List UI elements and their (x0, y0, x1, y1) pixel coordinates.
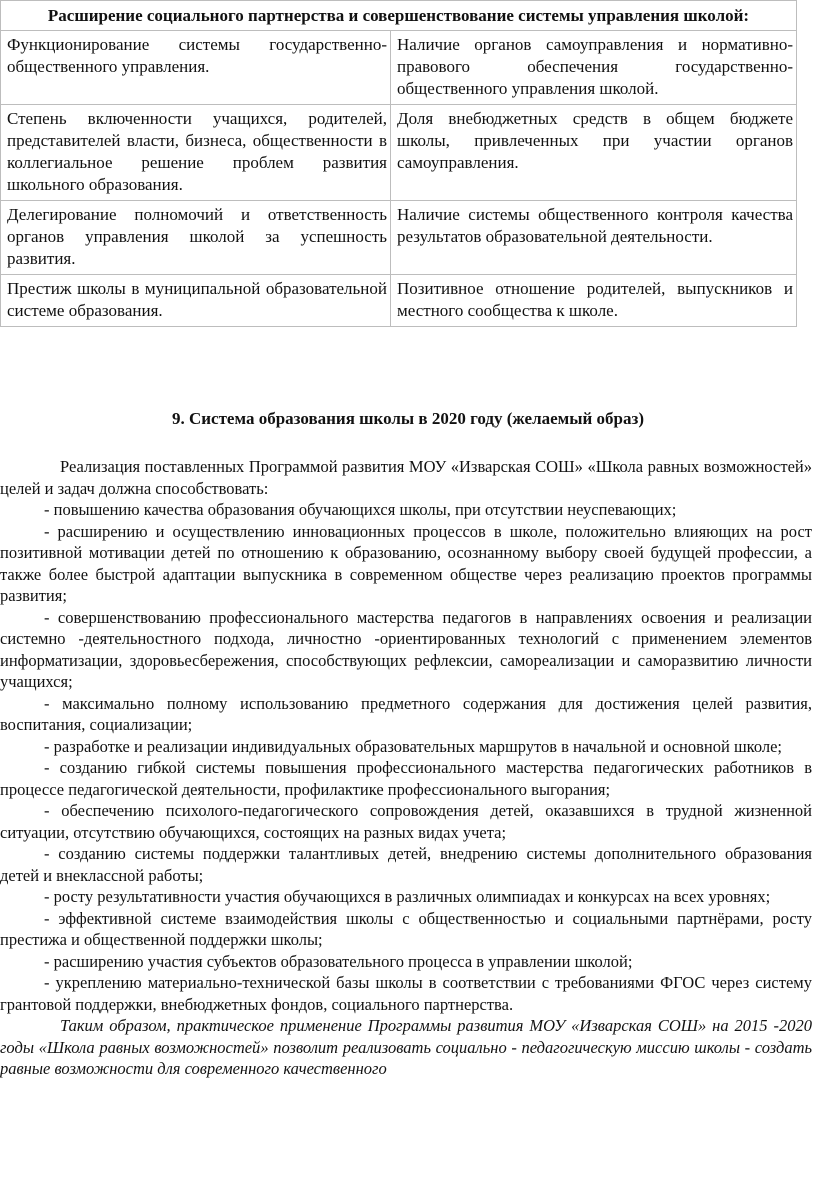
list-item: - созданию гибкой системы повышения профессионального мастерства педагогических работников в процессе педагогической деятельности, профилактике профессионального выгорания; (0, 758, 812, 799)
table-header: Расширение социального партнерства и совершенствование системы управления школой: (1, 1, 797, 31)
criterion-cell: Степень включенности учащихся, родителей, представителей власти, бизнеса, общественности в коллегиальное решение проблем развития школьного образования. (1, 105, 391, 201)
list-item: - эффективной системе взаимодействия школы с общественностью и социальными партнёрами, росту престижа и общественной поддержки школы; (0, 908, 812, 949)
list-item: - расширению и осуществлению инновационных процессов в школе, положительно влияющих на рост позитивной мотивации детей по отношению к образованию, осознанному выбору своей будущей профессии, а также более быстрой адаптации выпускника в современном обществе через реализацию проектов программы развития; (0, 521, 812, 605)
criteria-table (0, 0, 797, 327)
table-row (1, 275, 797, 327)
criterion-cell: Делегирование полномочий и ответственность органов управления школой за успешность развития. (1, 201, 391, 275)
list-item: - разработке и реализации индивидуальных образовательных маршрутов в начальной и основной школе; (44, 736, 783, 756)
table-row (1, 31, 797, 105)
list-item: - созданию системы поддержки талантливых детей, внедрению системы дополнительного образования детей и внеклассной работы; (0, 844, 812, 885)
list-item: - укреплению материально-технической базы школы в соответствии с требованиями ФГОС через систему грантовой поддержки, внебюджетных фондов, социального партнерства. (0, 973, 812, 1014)
table-row (1, 105, 797, 201)
criterion-cell: Престиж школы в муниципальной образовательной системе образования. (1, 275, 391, 327)
list-item: - расширению участия субъектов образовательного процесса в управлении школой; (44, 951, 633, 971)
list-item: - максимально полному использованию предметного содержания для достижения целей развития, воспитания, социализации; (0, 693, 812, 734)
conclusion-paragraph: Таким образом, практическое применение Программы развития МОУ «Изварская СОШ» на 2015 -2020 годы «Школа равных возможностей» позволит реализовать социально - педагогическую миссию школы - создать равные возможности для современного качественного (0, 1016, 812, 1078)
criterion-cell: Функционирование системы государственно-общественного управления. (1, 31, 391, 105)
table-header-row (1, 1, 797, 31)
intro-paragraph: Реализация поставленных Программой развития МОУ «Изварская СОШ» «Школа равных возможностей» целей и задач должна способствовать: (0, 457, 812, 498)
indicator-cell: Наличие органов самоуправления и нормативно-правового обеспечения государственно-общественного управления школой. (391, 31, 797, 105)
indicator-cell: Доля внебюджетных средств в общем бюджете школы, привлеченных при участии органов самоуправления. (391, 105, 797, 201)
list-item: - росту результативности участия обучающихся в различных олимпиадах и конкурсах на всех уровнях; (44, 887, 771, 906)
list-item: - совершенствованию профессионального мастерства педагогов в направлениях освоения и реализации системно -деятельностного подхода, личностно -ориентированных технологий с применением элементов информатизации, здоровьесбережения, способствующих рефлексии, самореализации и саморазвитию личности учащихся; (0, 607, 812, 691)
list-item: - обеспечению психолого-педагогического сопровождения детей, оказавшихся в трудной жизненной ситуации, отсутствию обучающихся, состоящих на разных видах учета; (0, 801, 812, 842)
indicator-cell: Позитивное отношение родителей, выпускников и местного сообщества к школе. (391, 275, 797, 327)
indicator-cell: Наличие системы общественного контроля качества результатов образовательной деятельности. (391, 201, 797, 275)
list-item: - повышению качества образования обучающихся школы, при отсутствии неуспевающих; (44, 500, 677, 519)
table-row (1, 201, 797, 275)
section-body (0, 456, 812, 1080)
section-title: 9. Система образования школы в 2020 году (желаемый образ) (171, 409, 645, 428)
